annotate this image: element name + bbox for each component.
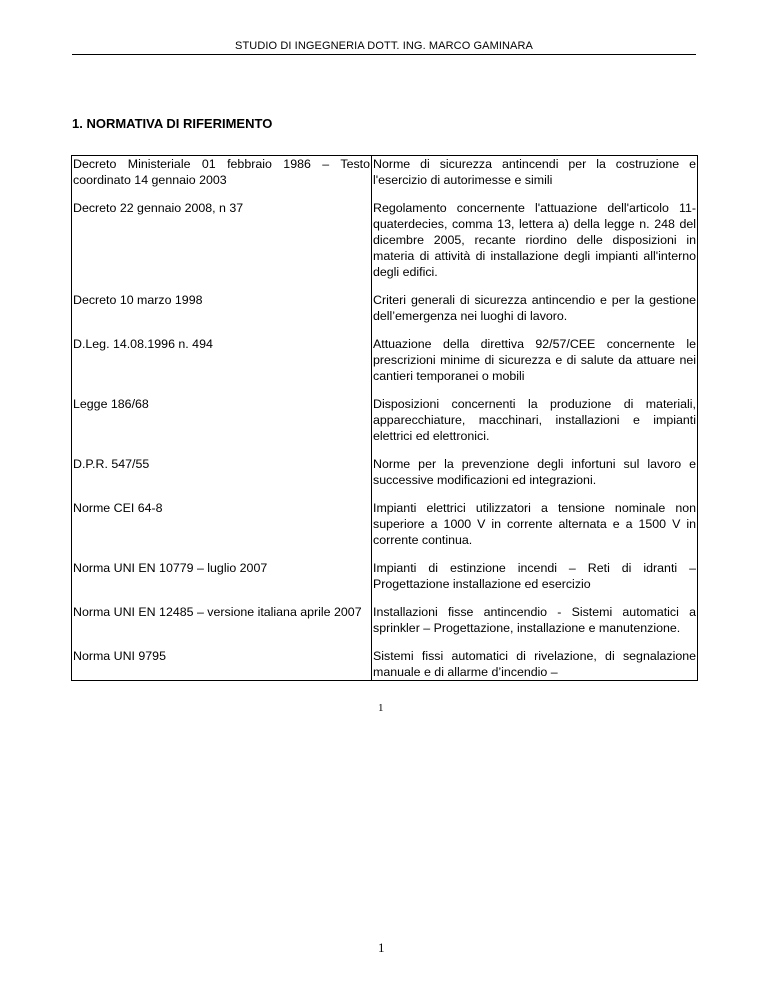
- norm-reference: D.P.R. 547/55: [72, 456, 372, 488]
- norm-reference: Norma UNI 9795: [72, 648, 372, 681]
- row-spacer: [72, 444, 698, 456]
- row-spacer: [72, 280, 698, 292]
- table-row: [72, 604, 698, 636]
- page-header: STUDIO DI INGEGNERIA DOTT. ING. MARCO GAMINARA: [72, 40, 696, 55]
- norm-reference: Norma UNI EN 10779 – luglio 2007: [72, 560, 372, 592]
- norm-reference: Decreto 22 gennaio 2008, n 37: [72, 200, 372, 280]
- norm-reference: Legge 186/68: [72, 396, 372, 444]
- norm-description: Norme per la prevenzione degli infortuni sul lavoro e successive modificazioni ed integrazioni.: [373, 457, 696, 487]
- row-spacer: [72, 384, 698, 396]
- norm-description: Regolamento concernente l'attuazione dell'articolo 11-quaterdecies, comma 13, lettera a) della legge n. 248 del dicembre 2005, recante riordino delle disposizioni in materia di attività di installazione degli impianti all'interno degli edifici.: [373, 201, 696, 279]
- row-spacer: [72, 188, 698, 200]
- table-row: [72, 648, 698, 681]
- norm-description: Impianti di estinzione incendi – Reti di idranti – Progettazione installazione ed esercizio: [373, 561, 696, 591]
- section-title: 1. NORMATIVA DI RIFERIMENTO: [72, 116, 273, 131]
- norm-description: Criteri generali di sicurezza antincendio e per la gestione dell’emergenza nei luoghi di lavoro.: [373, 293, 696, 323]
- norms-table-body: [72, 156, 698, 681]
- row-spacer: [72, 488, 698, 500]
- norm-description: Disposizioni concernenti la produzione di materiali, apparecchiature, macchinari, installazioni e impianti elettrici ed elettronici.: [373, 397, 696, 443]
- table-row: [72, 396, 698, 444]
- norm-reference: Decreto Ministeriale 01 febbraio 1986 – Testo coordinato 14 gennaio 2003: [73, 157, 370, 187]
- table-row: [72, 500, 698, 548]
- norm-description: Sistemi fissi automatici di rivelazione, di segnalazione manuale e di allarme d’incendio –: [373, 649, 696, 679]
- norm-description: Attuazione della direttiva 92/57/CEE concernente le prescrizioni minime di sicurezza e di salute da attuare nei cantieri temporanei o mobili: [373, 337, 696, 383]
- norms-table: [71, 155, 698, 681]
- page-number: 1: [378, 940, 385, 955]
- row-spacer: [72, 324, 698, 336]
- table-row: [72, 336, 698, 384]
- norm-reference: D.Leg. 14.08.1996 n. 494: [72, 336, 372, 384]
- norm-description: Impianti elettrici utilizzatori a tensione nominale non superiore a 1000 V in corrente alternata e a 1500 V in corrente continua.: [373, 501, 696, 547]
- norm-description: Installazioni fisse antincendio - Sistemi automatici a sprinkler – Progettazione, installazione e manutenzione.: [373, 605, 696, 635]
- table-row: [72, 200, 698, 280]
- table-row: [72, 456, 698, 488]
- table-row: [72, 560, 698, 592]
- row-spacer: [72, 548, 698, 560]
- row-spacer: [72, 636, 698, 648]
- norm-reference: Norma UNI EN 12485 – versione italiana aprile 2007: [72, 604, 372, 636]
- inline-page-number: 1: [378, 702, 384, 714]
- table-row: [72, 292, 698, 324]
- norm-reference: Norme CEI 64-8: [72, 500, 372, 548]
- row-spacer: [72, 592, 698, 604]
- table-row: [72, 156, 698, 189]
- norm-reference: Decreto 10 marzo 1998: [72, 292, 372, 324]
- norm-description: Norme di sicurezza antincendi per la costruzione e l'esercizio di autorimesse e simili: [373, 157, 696, 187]
